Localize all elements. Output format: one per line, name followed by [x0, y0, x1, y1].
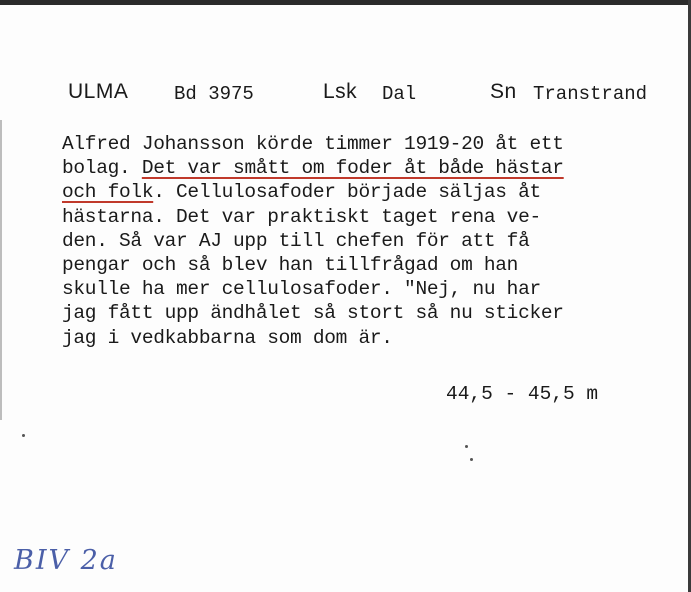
parish-label: Sn: [490, 80, 517, 103]
body-text: . Cellulosafoder började säljas åt: [153, 181, 541, 204]
underlined-phrase: och folk: [62, 181, 154, 204]
province-label: Lsk: [323, 80, 358, 103]
body-text: pengar och så blev han tillfrågad om han: [62, 253, 519, 276]
parish-value: Transtrand: [533, 83, 648, 105]
province-value: Dal: [382, 83, 417, 105]
paper-speck: [22, 434, 25, 437]
body-line: [62, 156, 682, 180]
body-line: [62, 205, 682, 229]
body-line: [62, 180, 682, 204]
volume-number: Bd 3975: [174, 83, 254, 105]
body-text: bolag.: [62, 157, 131, 180]
body-text: jag i vedkabbarna som dom är.: [62, 326, 393, 349]
body-text: skulle ha mer cellulosafoder. "Nej, nu har: [62, 278, 541, 301]
body-text: den. Så var AJ upp till chefen för att få: [62, 229, 530, 252]
card-body: [62, 132, 682, 350]
body-line: [62, 277, 682, 301]
handwritten-archive-code: BIV 2a: [14, 545, 118, 576]
underlined-phrase: Det var smått om foder åt både hästar: [141, 157, 564, 180]
body-text: Alfred Johansson körde timmer 1919-20 åt ett: [62, 133, 564, 155]
body-line: [62, 253, 682, 277]
body-line: [62, 132, 682, 156]
body-line: [62, 326, 682, 350]
paper-speck: [470, 458, 473, 461]
body-text: hästarna. Det var praktiskt taget rena ve-: [62, 205, 541, 228]
body-line: [62, 301, 682, 325]
archive-name: ULMA: [68, 80, 129, 103]
card-top-edge: [0, 0, 691, 5]
body-text: jag fått upp ändhålet så stort så nu sticker: [62, 302, 564, 325]
body-line: [62, 229, 682, 253]
measurement: 44,5 - 45,5 m: [446, 383, 599, 405]
card-left-edge: [0, 120, 2, 420]
paper-speck: [465, 445, 468, 448]
